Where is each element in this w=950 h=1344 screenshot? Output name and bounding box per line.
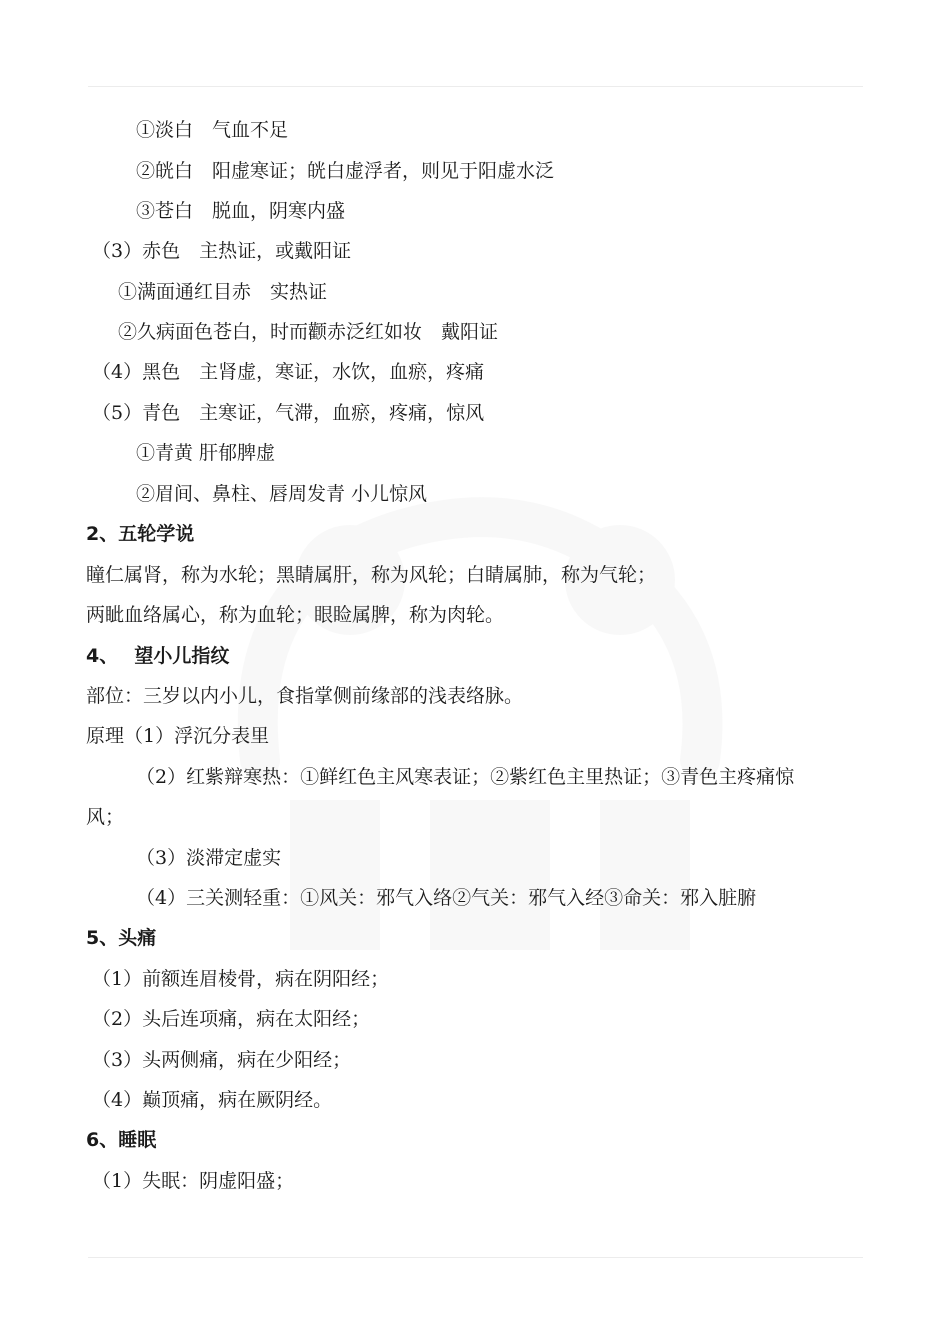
list-item: ②久病面色苍白，时而颧赤泛红如妆 戴阳证 xyxy=(118,321,499,343)
list-item: （1）前额连眉棱骨，病在阴阳经； xyxy=(92,968,390,990)
section-heading: 5、头痛 xyxy=(86,927,157,949)
list-item: ②眉间、鼻柱、唇周发青 小儿惊风 xyxy=(136,483,428,505)
list-item: ③苍白 脱血，阴寒内盛 xyxy=(136,200,346,222)
paragraph-line: 风； xyxy=(86,806,125,828)
list-item: （3）头两侧痛，病在少阳经； xyxy=(92,1049,352,1071)
list-item: （4）巅顶痛，病在厥阴经。 xyxy=(92,1089,333,1111)
header-rule xyxy=(88,86,863,87)
list-item: （3）赤色 主热证，或戴阳证 xyxy=(92,240,352,262)
list-item: ①满面通红目赤 实热证 xyxy=(118,281,328,303)
list-item: （5）青色 主寒证，气滞，血瘀，疼痛，惊风 xyxy=(92,402,485,424)
list-item: ①青黄 肝郁脾虚 xyxy=(136,442,276,464)
paragraph-line: （3）淡滞定虚实 xyxy=(136,847,282,869)
paragraph-line: （4）三关测轻重：①风关：邪气入络②气关：邪气入经③命关：邪入脏腑 xyxy=(136,887,757,909)
section-heading: 4、 望小儿指纹 xyxy=(86,645,230,667)
section-heading: 2、五轮学说 xyxy=(86,523,195,545)
list-item: （2）头后连项痛，病在太阳经； xyxy=(92,1008,371,1030)
footer-rule xyxy=(88,1257,863,1258)
paragraph-line: 两眦血络属心，称为血轮；眼睑属脾，称为肉轮。 xyxy=(86,604,505,626)
list-item: ②㿠白 阳虚寒证；㿠白虚浮者，则见于阳虚水泛 xyxy=(136,160,555,182)
paragraph-line: 瞳仁属肾，称为水轮；黑睛属肝，称为风轮；白睛属肺，称为气轮； xyxy=(86,564,657,586)
paragraph-line: （2）红紫辩寒热：①鲜红色主风寒表证；②紫红色主里热证；③青色主疼痛惊 xyxy=(136,766,795,788)
list-item: （4）黑色 主肾虚，寒证，水饮，血瘀，疼痛 xyxy=(92,361,485,383)
list-item: （1）失眠：阴虚阳盛； xyxy=(92,1170,295,1192)
paragraph-line: 部位：三岁以内小儿，食指掌侧前缘部的浅表络脉。 xyxy=(86,685,524,707)
section-heading: 6、睡眠 xyxy=(86,1129,157,1151)
list-item: ①淡白 气血不足 xyxy=(136,119,289,141)
paragraph-line: 原理（1）浮沉分表里 xyxy=(86,725,270,747)
